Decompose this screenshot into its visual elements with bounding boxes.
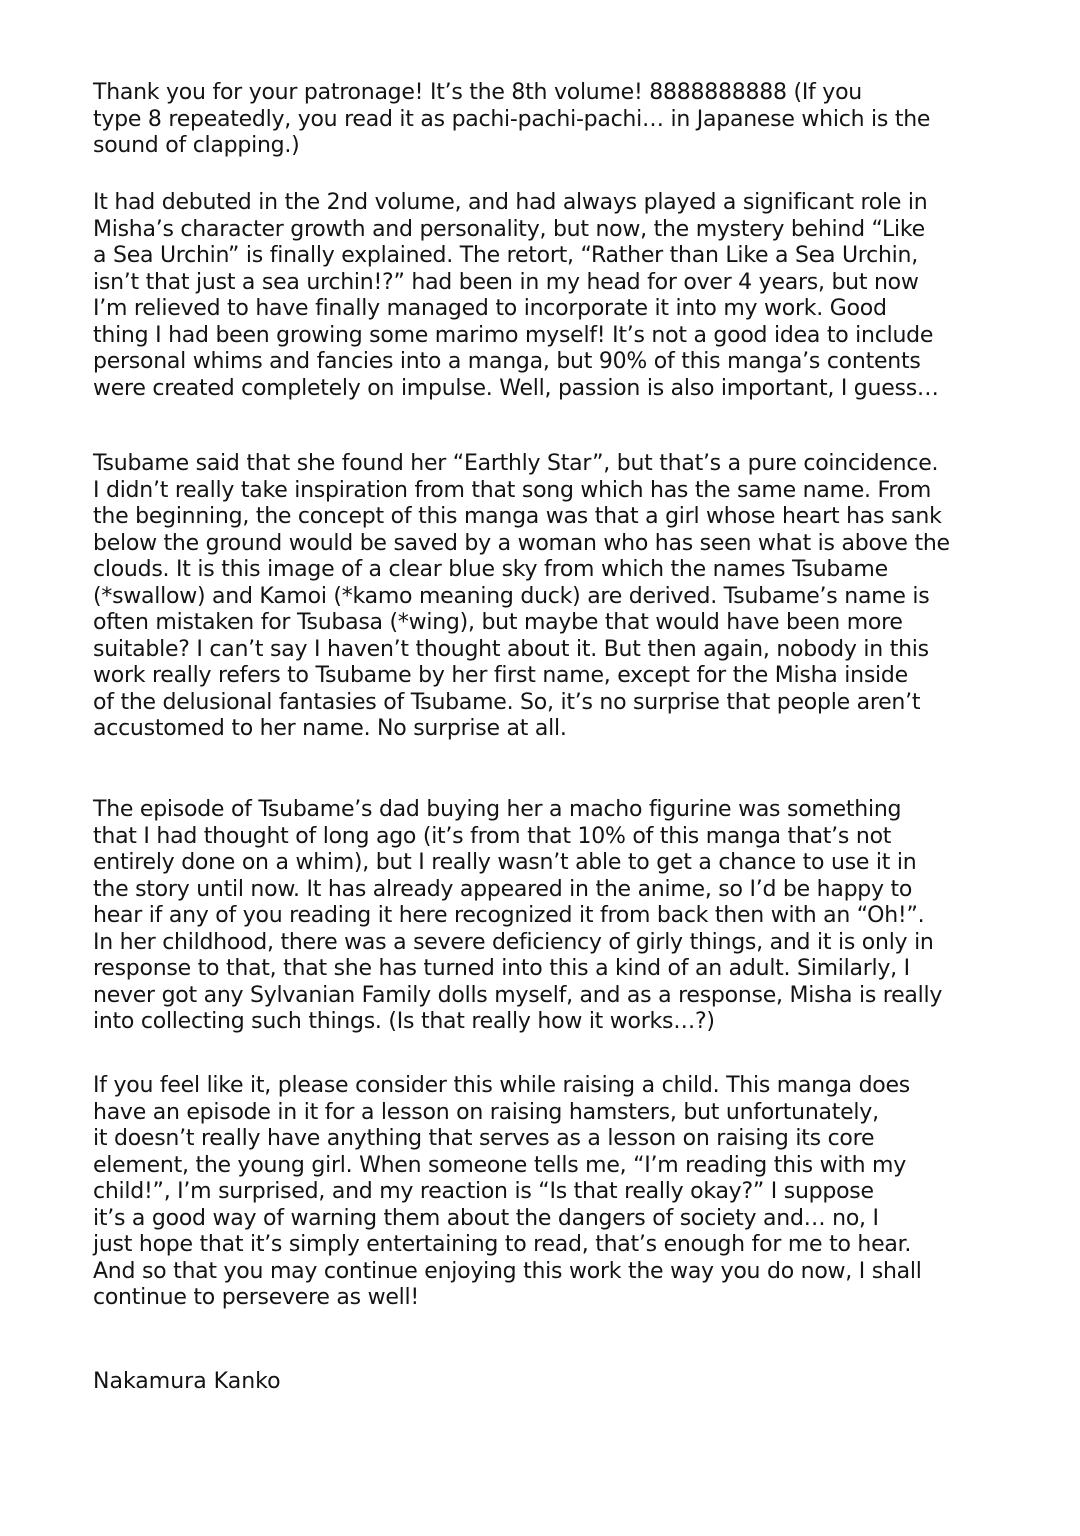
afterword-paragraph-4: The episode of Tsubame’s dad buying her a macho figurine was something that I had thought of long ago (it’s from that 10% of this manga that’s not entirely done on a whim), but I really wasn’t able to get a chance to use it in the story until now. It has already appeared in the anime, so I’d be happy to hear if any of you reading it here recognized it from back then with an “Oh!”. In her childhood, there was a severe deficiency of girly things, and it is only in response to that, that she has turned into this a kind of an adult. Similarly, I never got any Sylvanian Family dolls myself, and as a response, Misha is really into collecting such things. (Is that really how it works…?): [93, 797, 943, 1034]
afterword-paragraph-2: It had debuted in the 2nd volume, and had always played a significant role in Misha’s character growth and personality, but now, the mystery behind “Like a Sea Urchin” is finally explained. The retort, “Rather than Like a Sea Urchin, isn’t that just a sea urchin!?” had been in my head for over 4 years, but now I’m relieved to have finally managed to incorporate it into my work. Good thing I had been growing some marimo myself! It’s not a good idea to include personal whims and fancies into a manga, but 90% of this manga’s contents were created completely on impulse. Well, passion is also important, I guess…: [93, 190, 939, 401]
author-signature: Nakamura Kanko: [93, 1369, 281, 1394]
afterword-paragraph-1: Thank you for your patronage! It’s the 8th volume! 8888888888 (If you type 8 repeatedly, you read it as pachi-pachi-pachi… in Japanese which is the sound of clapping.): [93, 80, 931, 158]
afterword-paragraph-3: Tsubame said that she found her “Earthly Star”, but that’s a pure coincidence. I didn’t really take inspiration from that song which has the same name. From the beginning, the concept of this manga was that a girl whose heart has sank below the ground would be saved by a woman who has seen what is above the clouds. It is this image of a clear blue sky from which the names Tsubame (*swallow) and Kamoi (*kamo meaning duck) are derived. Tsubame’s name is often mistaken for Tsubasa (*wing), but maybe that would have been more suitable? I can’t say I haven’t thought about it. But then again, nobody in this work really refers to Tsubame by her first name, except for the Misha inside of the delusional fantasies of Tsubame. So, it’s no surprise that people aren’t accustomed to her name. No surprise at all.: [93, 451, 950, 741]
afterword-paragraph-5: If you feel like it, please consider this while raising a child. This manga does have an episode in it for a lesson on raising hamsters, but unfortunately, it doesn’t really have anything that serves as a lesson on raising its core element, the young girl. When someone tells me, “I’m reading this with my child!”, I’m surprised, and my reaction is “Is that really okay?” I suppose it’s a good way of warning them about the dangers of society and… no, I just hope that it’s simply entertaining to read, that’s enough for me to hear. And so that you may continue enjoying this work the way you do now, I shall continue to persevere as well!: [93, 1073, 922, 1310]
